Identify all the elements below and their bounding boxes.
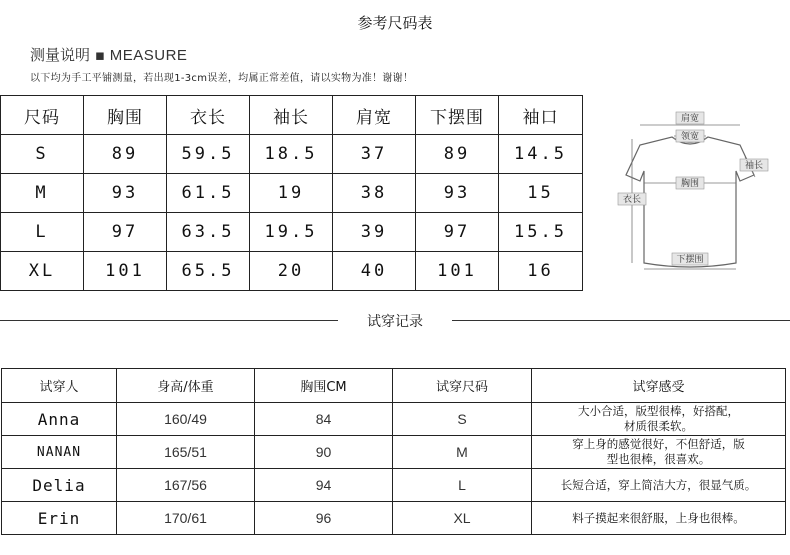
- feedback: 长短合适，穿上简洁大方，很显气质。: [532, 469, 786, 502]
- feedback: 料子摸起来很舒服，上身也很棒。: [532, 502, 786, 535]
- size-cell: 40: [333, 252, 416, 291]
- header-height-weight: 身高/体重: [117, 369, 255, 403]
- tester-name: NANAN: [2, 436, 117, 469]
- size-table-header-row: [1, 96, 583, 135]
- header-trial-size: 试穿尺码: [393, 369, 532, 403]
- tshirt-measurement-diagram: [590, 95, 790, 285]
- height-weight: 170/61: [117, 502, 255, 535]
- size-cell: XL: [1, 252, 84, 291]
- size-cell: 20: [250, 252, 333, 291]
- size-chart-table: [0, 95, 583, 291]
- size-cell: 18.5: [250, 135, 333, 174]
- measurement-note: 以下均为手工平铺测量，若出现1-3cm误差，均属正常差值，请以实物为准！谢谢！: [30, 73, 414, 84]
- size-cell: 89: [416, 135, 499, 174]
- size-cell: 16: [499, 252, 583, 291]
- size-cell: M: [1, 174, 84, 213]
- trial-section-divider: [0, 311, 790, 331]
- tester-name: Delia: [2, 469, 117, 502]
- header-chest-cm: 胸围CM: [255, 369, 393, 403]
- diagram-label-shoulder: 肩宽: [680, 114, 700, 124]
- size-row: [1, 135, 583, 174]
- chest-cm: 84: [255, 403, 393, 436]
- size-cell: 59.5: [167, 135, 250, 174]
- trial-size: S: [393, 403, 532, 436]
- size-cell: 38: [333, 174, 416, 213]
- page-title: 参考尺码表: [357, 14, 433, 32]
- size-cell: S: [1, 135, 84, 174]
- size-cell: 101: [84, 252, 167, 291]
- trial-row: [2, 436, 786, 469]
- trial-row: [2, 469, 786, 502]
- size-cell: 19: [250, 174, 333, 213]
- feedback: 穿上身的感觉很好，不但舒适，版 型也很棒，很喜欢。: [532, 436, 786, 469]
- size-cell: 39: [333, 213, 416, 252]
- header-size: 尺码: [1, 96, 84, 135]
- trial-size: XL: [393, 502, 532, 535]
- trial-table-header-row: [2, 369, 786, 403]
- header-sleeve-length: 袖长: [250, 96, 333, 135]
- diagram-label-hem: 下摆围: [676, 255, 704, 265]
- size-cell: 93: [416, 174, 499, 213]
- feedback: 大小合适，版型很棒，好搭配， 材质很柔软。: [532, 403, 786, 436]
- header-feedback: 试穿感受: [532, 369, 786, 403]
- trial-record-table: [1, 368, 786, 535]
- size-cell: 37: [333, 135, 416, 174]
- size-cell: 101: [416, 252, 499, 291]
- size-row: [1, 213, 583, 252]
- header-chest: 胸围: [84, 96, 167, 135]
- measure-heading-zh: 测量说明: [30, 46, 91, 64]
- height-weight: 165/51: [117, 436, 255, 469]
- trial-size: L: [393, 469, 532, 502]
- size-cell: 19.5: [250, 213, 333, 252]
- measure-separator: ▪: [94, 46, 105, 64]
- size-cell: 14.5: [499, 135, 583, 174]
- trial-row: [2, 403, 786, 436]
- header-cuff: 袖口: [499, 96, 583, 135]
- header-hem: 下摆围: [416, 96, 499, 135]
- measure-heading-en: MEASURE: [109, 47, 188, 64]
- chest-cm: 94: [255, 469, 393, 502]
- size-cell: 61.5: [167, 174, 250, 213]
- size-cell: L: [1, 213, 84, 252]
- size-cell: 65.5: [167, 252, 250, 291]
- header-length: 衣长: [167, 96, 250, 135]
- tester-name: Anna: [2, 403, 117, 436]
- size-cell: 89: [84, 135, 167, 174]
- height-weight: 167/56: [117, 469, 255, 502]
- tester-name: Erin: [2, 502, 117, 535]
- size-cell: 97: [416, 213, 499, 252]
- trial-section-title: 试穿记录: [361, 314, 429, 330]
- size-cell: 93: [84, 174, 167, 213]
- measure-heading: [30, 44, 187, 65]
- header-shoulder: 肩宽: [333, 96, 416, 135]
- chest-cm: 90: [255, 436, 393, 469]
- size-cell: 63.5: [167, 213, 250, 252]
- diagram-label-collar: 领宽: [680, 132, 700, 142]
- trial-row: [2, 502, 786, 535]
- size-row: [1, 252, 583, 291]
- diagram-label-length: 衣长: [622, 195, 642, 205]
- diagram-label-sleeve: 袖长: [744, 161, 764, 171]
- trial-size: M: [393, 436, 532, 469]
- diagram-label-chest: 胸围: [680, 179, 700, 189]
- size-row: [1, 174, 583, 213]
- chest-cm: 96: [255, 502, 393, 535]
- header-tester: 试穿人: [2, 369, 117, 403]
- size-cell: 15.5: [499, 213, 583, 252]
- size-cell: 15: [499, 174, 583, 213]
- size-cell: 97: [84, 213, 167, 252]
- height-weight: 160/49: [117, 403, 255, 436]
